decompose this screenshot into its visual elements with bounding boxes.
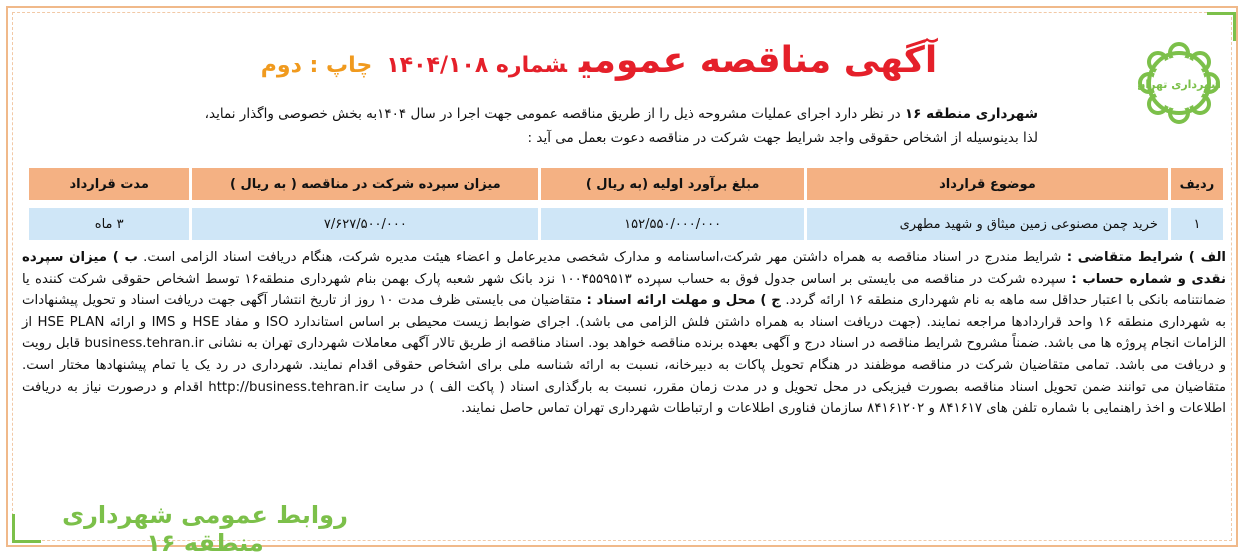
logo-text: شهرداری تهران [1138,78,1220,91]
intro-text-2: لذا بدینوسیله از اشخاص حقوقی واجد شرایط جهت شرکت در مناقصه دعوت بعمل می آید : [528,130,1038,146]
conditions-text [22,247,1226,420]
cell-index: ۱ [1171,208,1223,240]
corner-decoration-top-right [1207,12,1236,41]
table-row [29,208,1223,240]
section-b-text: سپرده شرکت در مناقصه می بایستی بر اساس جدول فوق به حساب سپرده ۱۰۰۴۵۵۹۵۱۳ نزد بانک شهر شعبه پارک بهمن بنام شهرداری منطقه۱۶ توسط اشخاص حقوقی شرکت کننده یا ضمانتنامه بانکی با اعتبار حداقل سه ماهه به نام شهرداری منطقه ۱۶ ارائه گردد. [22,272,1226,309]
ad-title [150,40,1048,94]
header-subject: موضوع قرارداد [807,168,1168,200]
cell-subject: خرید چمن مصنوعی زمین میثاق و شهید مطهری [807,208,1168,240]
intro-paragraph [24,102,1038,150]
tender-table [26,168,1226,240]
intro-text-1: در نظر دارد اجرای عملیات مشروحه ذیل را از طریق مناقصه عمومی جهت اجرا در سال ۱۴۰۴به بخش خصوصی واگذار نماید، [205,106,905,122]
cell-estimate: ۱۵۲/۵۵۰/۰۰۰/۰۰۰ [541,208,804,240]
section-b-label: ب ) میزان سپرده نقدی و شماره حساب : [22,250,1226,287]
cell-duration: ۳ ماه [29,208,189,240]
section-a-label: الف ) شرایط متقاضی : [1067,250,1226,265]
public-relations-signature: روابط عمومی شهرداری منطقه ۱۶ [20,501,390,541]
header-index: ردیف [1171,168,1223,200]
header-estimate: مبلغ برآورد اولیه (به ریال ) [541,168,804,200]
tehran-municipality-logo-icon [1138,42,1220,124]
header-duration: مدت قرارداد [29,168,189,200]
section-a-text: شرایط مندرج در اسناد مناقصه به همراه داشتن مهر شرکت،اساسنامه و مدارک شخصی مدیرعامل و اعضاء هیئت مدیره شرکت، هنگام دریافت اسناد الزامی است. [138,250,1067,265]
tender-number: شماره ۱۴۰۴/۱۰۸ [386,53,567,78]
section-c-text: متقاضیان می بایستی ظرف مدت ۱۰ روز از تاریخ انتشار آگهی جهت دریافت اسناد و تحویل پیشنهادات به شهرداری منطقه ۱۶ واحد قراردادها مراجعه نمایند. (جهت دریافت اسناد به همراه داشتن فلش الزامی می باشد). اجرای ضوابط زیست محیطی بر اساس استاندارد ISO و مفاد HSE و IMS و ارائه HSE PLAN از الزامات انجام پروژه ها می باشد. ضمناً مشروح شرایط مناقصه در اسناد درج و آگهی بعهده برنده مناقصه خواهد بود. اسناد مناقصه از طریق تالار آگهی معاملات شهرداری تهران به نشانی business.tehran.ir قابل رویت و دریافت می باشد. تمامی متقاضیان شرکت در مناقصه موظفند در هنگام تحویل پاکات به دبیرخانه، نسبت به ارائه شناسه ملی برای اشخاص حقوقی اقدام نمایند. شهرداری در رد یک یا تمام پیشنهادها مختار است. متقاضیان می توانند ضمن تحویل اسناد مناقصه بصورت فیزیکی در محل تحویل و در مدت زمان مقرر، نسبت به بارگذاری اسناد ( پاکت الف ) در سایت http://business.tehran.ir اقدام و درصورت نیاز به دریافت اطلاعات و اخذ راهنمایی با شماره تلفن های ۸۴۱۶۱۷ و ۸۴۱۶۱۲۰۲ سازمان فناوری اطلاعات و ارتباطات شهرداری تهران تماس حاصل نمایند. [22,293,1226,416]
title-main: آگهی مناقصه عمومی [579,40,937,81]
table-header-row [29,168,1223,200]
print-edition: چاپ : دوم [261,53,372,78]
section-c-label: ج ) محل و مهلت ارائه اسناد : [586,293,780,308]
organization-name: شهرداری منطقه ۱۶ [905,106,1038,122]
cell-deposit: ۷/۶۲۷/۵۰۰/۰۰۰ [192,208,538,240]
header-deposit: میزان سپرده شرکت در مناقصه ( به ریال ) [192,168,538,200]
